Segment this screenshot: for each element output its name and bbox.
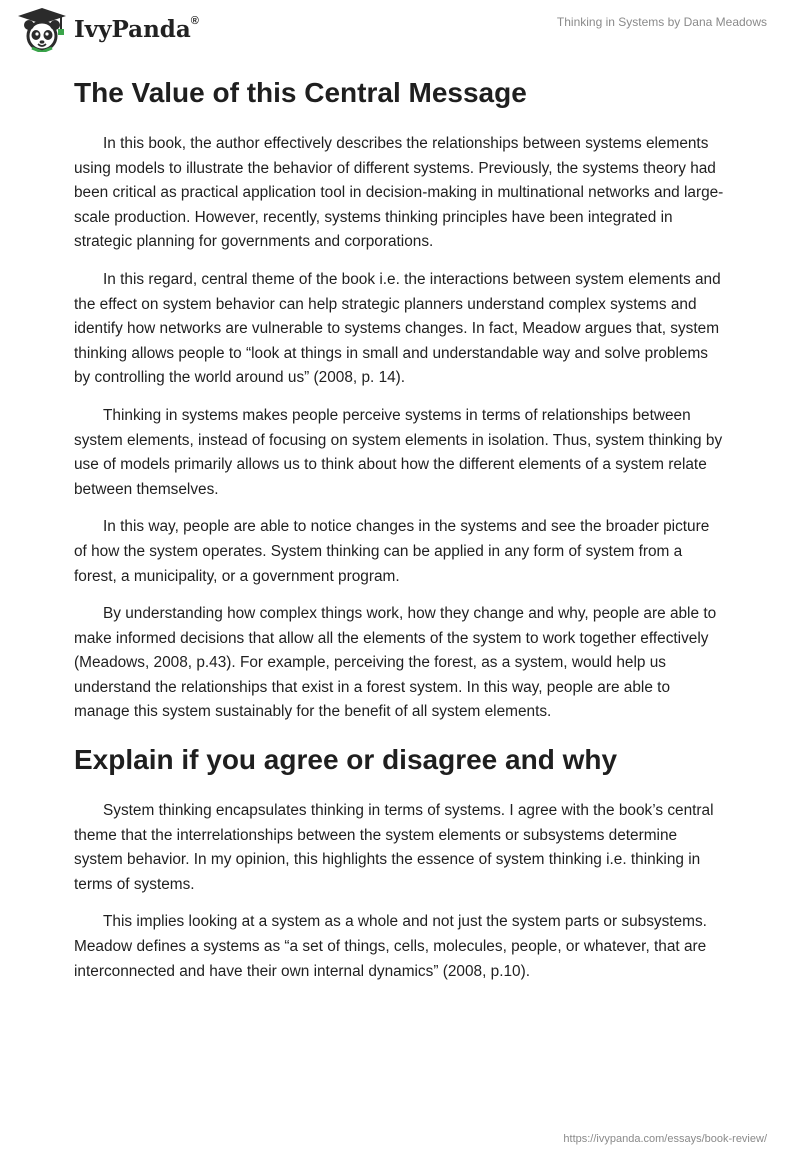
section-central-message	[74, 75, 726, 725]
paragraph: By understanding how complex things work, how they change and why, people are able to make informed decisions that allow all the elements of the system to work together effectively (Meadows, 2008, p.43). For example, perceiving the forest, as a system, would help us understand the relationships that exist in a forest system. In this way, people are able to manage this system sustainably for the benefit of all system elements.	[74, 605, 717, 721]
essay-content	[74, 72, 726, 997]
paragraph: System thinking encapsulates thinking in terms of systems. I agree with the book’s central theme that the interrelationships between the system elements or subsystems determine system behavior. In my opinion, this highlights the essence of system thinking i.e. thinking in terms of systems.	[74, 802, 714, 893]
logo-text: IvyPanda®	[74, 14, 199, 43]
page-header	[0, 0, 800, 64]
paragraph: In this regard, central theme of the book i.e. the interactions between system elements and the effect on system behavior can help strategic planners understand complex systems and identify how networks are vulnerable to systems changes. In fact, Meadow argues that, system thinking allows people to “look at things in small and understandable way and solve problems by controlling the world around us” (2008, p. 14).	[74, 270, 721, 387]
paragraph: In this way, people are able to notice changes in the systems and see the broader picture of how the system operates. System thinking can be applied in any form of system from a forest, a municipality, or a government program.	[74, 518, 710, 585]
section-agree-disagree	[74, 742, 726, 984]
paragraph: This implies looking at a system as a whole and not just the system parts or subsystems. Meadow defines a systems as “a set of things, cells, molecules, people, or whatever, that are interconnected and have their own internal dynamics” (2008, p.10).	[74, 913, 707, 980]
paragraph: Thinking in systems makes people perceive systems in terms of relationships between system elements, instead of focusing on system elements in isolation. Thus, system thinking by use of models primarily allows us to think about how the different elements of a system relate between themselves.	[74, 406, 723, 498]
logo[interactable]	[16, 6, 199, 52]
panda-graduate-icon	[16, 6, 68, 52]
registered-mark: ®	[190, 14, 199, 27]
footer-url[interactable]: https://ivypanda.com/essays/book-review/	[563, 1133, 767, 1145]
paragraph: In this book, the author effectively describes the relationships between systems elements using models to illustrate the behavior of different systems. Previously, the systems theory had been critical as practical application tool in decision-making in multinational networks and large-scale production. However, recently, systems thinking principles have been integrated in strategic planning for governments and corporations.	[74, 135, 724, 251]
section-heading: The Value of this Central Message	[74, 77, 527, 108]
document-title: Thinking in Systems by Dana Meadows	[556, 15, 767, 29]
section-heading: Explain if you agree or disagree and why	[74, 744, 618, 776]
